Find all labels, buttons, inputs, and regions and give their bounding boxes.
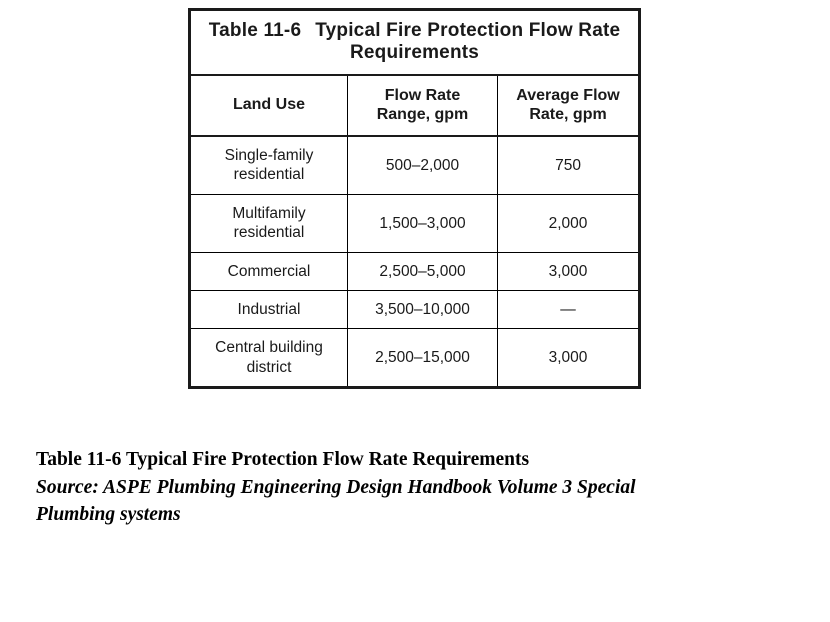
cell-average-flow-rate: 750 [498, 136, 640, 194]
cell-flow-rate-range: 2,500–15,000 [348, 329, 498, 388]
cell-average-flow-rate: 3,000 [498, 329, 640, 388]
column-header-flow-rate-range-line1: Flow Rate [384, 86, 461, 104]
column-header-land-use [190, 75, 348, 136]
cell-average-flow-rate: — [498, 290, 640, 328]
caption-title: Table 11-6 Typical Fire Protection Flow Rate Requirements [36, 449, 530, 470]
cell-land-use: Industrial [190, 290, 348, 328]
column-header-average-flow-rate-line1: Average Flow [516, 86, 620, 104]
column-header-average-flow-rate [498, 75, 640, 136]
cell-land-use: Central building district [190, 329, 348, 388]
column-header-flow-rate-range [348, 75, 498, 136]
cell-land-use: Commercial [190, 252, 348, 290]
column-header-average-flow-rate-line2: Rate, gpm [529, 105, 607, 123]
table-row [190, 290, 640, 328]
caption-source: Source: ASPE Plumbing Engineering Design Handbook Volume 3 Special Plumbing systems [36, 477, 636, 526]
table-row [190, 136, 640, 194]
cell-flow-rate-range: 1,500–3,000 [348, 194, 498, 252]
cell-land-use: Multifamily residential [190, 194, 348, 252]
cell-flow-rate-range: 3,500–10,000 [348, 290, 498, 328]
cell-land-use: Single-family residential [190, 136, 348, 194]
table-title-number: Table 11-6 [208, 20, 302, 41]
table-title-row [190, 10, 640, 75]
table-row [190, 329, 640, 388]
fire-protection-flow-rate-table-wrapper [188, 8, 638, 389]
cell-flow-rate-range: 2,500–5,000 [348, 252, 498, 290]
fire-protection-flow-rate-table [188, 8, 641, 389]
cell-average-flow-rate: 2,000 [498, 194, 640, 252]
table-title-text: Typical Fire Protection Flow Rate Requirements [315, 20, 621, 63]
table-header-row [190, 75, 640, 136]
column-header-flow-rate-range-line2: Range, gpm [376, 105, 469, 123]
table-row [190, 252, 640, 290]
figure-caption [36, 447, 776, 529]
table-title-cell [190, 10, 640, 75]
column-header-land-use-label: Land Use [232, 96, 305, 114]
table-row [190, 194, 640, 252]
cell-average-flow-rate: 3,000 [498, 252, 640, 290]
cell-flow-rate-range: 500–2,000 [348, 136, 498, 194]
